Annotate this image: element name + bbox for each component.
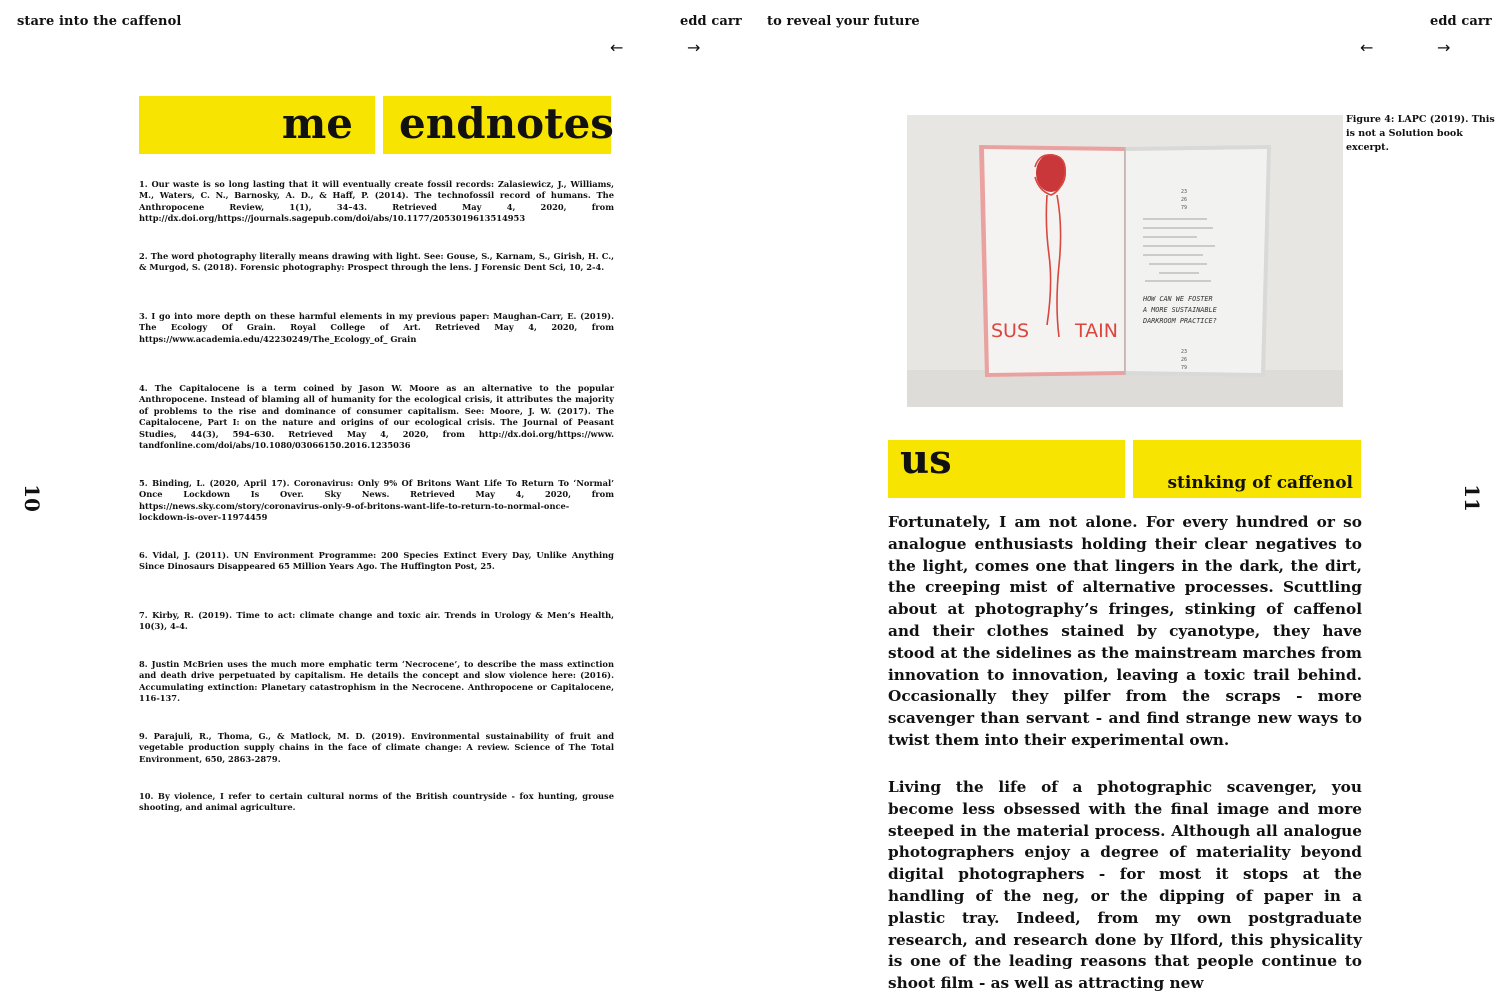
svg-text:79: 79 bbox=[1181, 205, 1188, 211]
svg-text:HOW CAN WE FOSTER A MORE: HOW CAN WE FOSTER A MORE SUSTAINABLE DARKROOM PRACTICE? bbox=[1143, 295, 1217, 325]
endnote-9: 9. Parajuli, R., Thoma, G., & Matlock, M. D. (2019). Environmental sustainability of fruit and vegetable production supply chains in the face of climate change: A review. Science of The Total Environment, 650, 2863-2879. bbox=[139, 731, 614, 764]
svg-text:26: 26 bbox=[1181, 197, 1188, 203]
endnote-6: 6. Vidal, J. (2011). UN Environment Programme: 200 Species Extinct Every Day, Unlike Anything Since Dinosaurs Disappeared 65 Million Years Ago. The Huffington Post, 25. bbox=[139, 550, 614, 572]
figure-photo bbox=[907, 115, 1343, 407]
right-prev-arrow-icon[interactable]: ← bbox=[1360, 38, 1374, 57]
body-paragraph-2: Living the life of a photographic scavenger, you become less obsessed with the final image and more steeped in the material process. Although all analogue photographers enjoy a degree of materiality beyond digital photographers - for most it stops at the handling of the neg, or the dipping of paper in a plastic tray. Indeed, from my own postgraduate research, and research done by Ilford, this physicality is one of the leading reasons that people continue to shoot film - as well as attracting new bbox=[888, 778, 1362, 993]
endnote-2: 2. The word photography literally means drawing with light. See: Gouse, S., Karnam, S., Girish, H. C., & Murgod, S. (2018). Forensic photography: Prospect through the lens. J Forensic Dent Sci, 10, 2-4. bbox=[139, 251, 614, 273]
left-author: edd carr bbox=[680, 14, 742, 29]
page-number-left: 10 bbox=[19, 484, 44, 512]
endnote-10: 10. By violence, I refer to certain cultural norms of the British countryside - fox hunting, grouse shooting, and animal agriculture. bbox=[139, 791, 614, 813]
endnote-8: 8. Justin McBrien uses the much more emphatic term ‘Necrocene’, to describe the mass extinction and death drive perpetuated by capitalism. He details the concept and slow violence here: (2016). Accumulating extinction: Planetary catastrophism in the Necrocene. Anthropocene or Capitalocene, 116-137. bbox=[139, 659, 614, 704]
svg-text:23: 23 bbox=[1181, 189, 1188, 195]
right-author: edd carr bbox=[1430, 14, 1492, 29]
drawing-text-tain: TAIN bbox=[1075, 320, 1118, 342]
svg-text:23: 23 bbox=[1181, 349, 1188, 355]
left-prev-arrow-icon[interactable]: ← bbox=[610, 38, 624, 57]
heading-box-stinking bbox=[1133, 440, 1361, 498]
right-running-title: to reveal your future bbox=[767, 14, 920, 29]
figure-caption: Figure 4: LAPC (2019). This is not a Solution book excerpt. bbox=[1346, 114, 1495, 153]
endnote-1: 1. Our waste is so long lasting that it will eventually create fossil records: Zalasiewicz, J., Williams, M., Waters, C. N., Barnosky, A. D., & Haff, P. (2014). The technofossil record of humans. The Anthropocene Review, 1(1), 34–43. Retrieved May 4, 2020, from http://dx.doi.org/https://journals.sagepub.com/doi/abs/10.1177/2053019613514953 bbox=[139, 179, 614, 224]
endnote-4: 4. The Capitalocene is a term coined by Jason W. Moore as an alternative to the popular Anthropocene. Instead of blaming all of humanity for the ecological crisis, it attributes the majority of problems to the rise and dominance of consumer capitalism. See: Moore, J. W. (2017). The Capitalocene, Part I: on the nature and origins of our ecological crisis. The Journal of Peasant Studies, 44(3), 594–630. Retrieved May 4, 2020, from http://dx.doi.org/https://www. tandfonline.com/doi/abs/10.1080/03066150.2016.1235036 bbox=[139, 383, 614, 451]
heading-stinking-of-caffenol: stinking of caffenol bbox=[1167, 473, 1353, 493]
heading-box-endnotes bbox=[383, 96, 614, 154]
heading-me: me bbox=[281, 99, 353, 148]
endnote-3: 3. I go into more depth on these harmful elements in my previous paper: Maughan-Carr, E. (2019). The Ecology Of Grain. Royal College of Art. Retrieved May 4, 2020, from https://www.academia.edu/42230249/The_Ecology_of_ Grain bbox=[139, 311, 614, 344]
left-running-title: stare into the caffenol bbox=[17, 14, 182, 29]
heading-endnotes: endnotes bbox=[399, 99, 614, 148]
open-book-illustration bbox=[907, 115, 1343, 407]
drawing-text-sus: SUS bbox=[991, 320, 1030, 342]
heading-us: us bbox=[900, 436, 952, 483]
svg-text:26: 26 bbox=[1181, 357, 1188, 363]
heading-box-me bbox=[139, 96, 375, 154]
right-next-arrow-icon[interactable]: → bbox=[1437, 38, 1451, 57]
endnote-5: 5. Binding, L. (2020, April 17). Coronavirus: Only 9% Of Britons Want Life To Return To ‘Normal’ Once Lockdown Is Over. Sky News. Retrieved May 4, 2020, from https://news.sky.com/story/coronavirus-only-9-of-britons-want-life-to-return-to-normal-once-lockdown-is-over-11974459 bbox=[139, 478, 614, 523]
body-paragraph-1: Fortunately, I am not alone. For every hundred or so analogue enthusiasts holding their clear negatives to the light, comes one that lingers in the dark, the dirt, the creeping mist of alternative processes. Scuttling about at photography’s fringes, stinking of caffenol and their clothes stained by cyanotype, they have stood at the sidelines as the mainstream marches from innovation to innovation, leaving a toxic trail behind. Occasionally they pilfer from the scraps - more scavenger than servant - and find strange new ways to twist them into their experimental own. bbox=[888, 513, 1362, 749]
page-number-right: 11 bbox=[1459, 484, 1484, 512]
endnote-7: 7. Kirby, R. (2019). Time to act: climate change and toxic air. Trends in Urology & Men’s Health, 10(3), 4-4. bbox=[139, 610, 614, 632]
heading-box-us bbox=[888, 436, 1125, 498]
left-next-arrow-icon[interactable]: → bbox=[687, 38, 701, 57]
svg-text:79: 79 bbox=[1181, 365, 1188, 371]
